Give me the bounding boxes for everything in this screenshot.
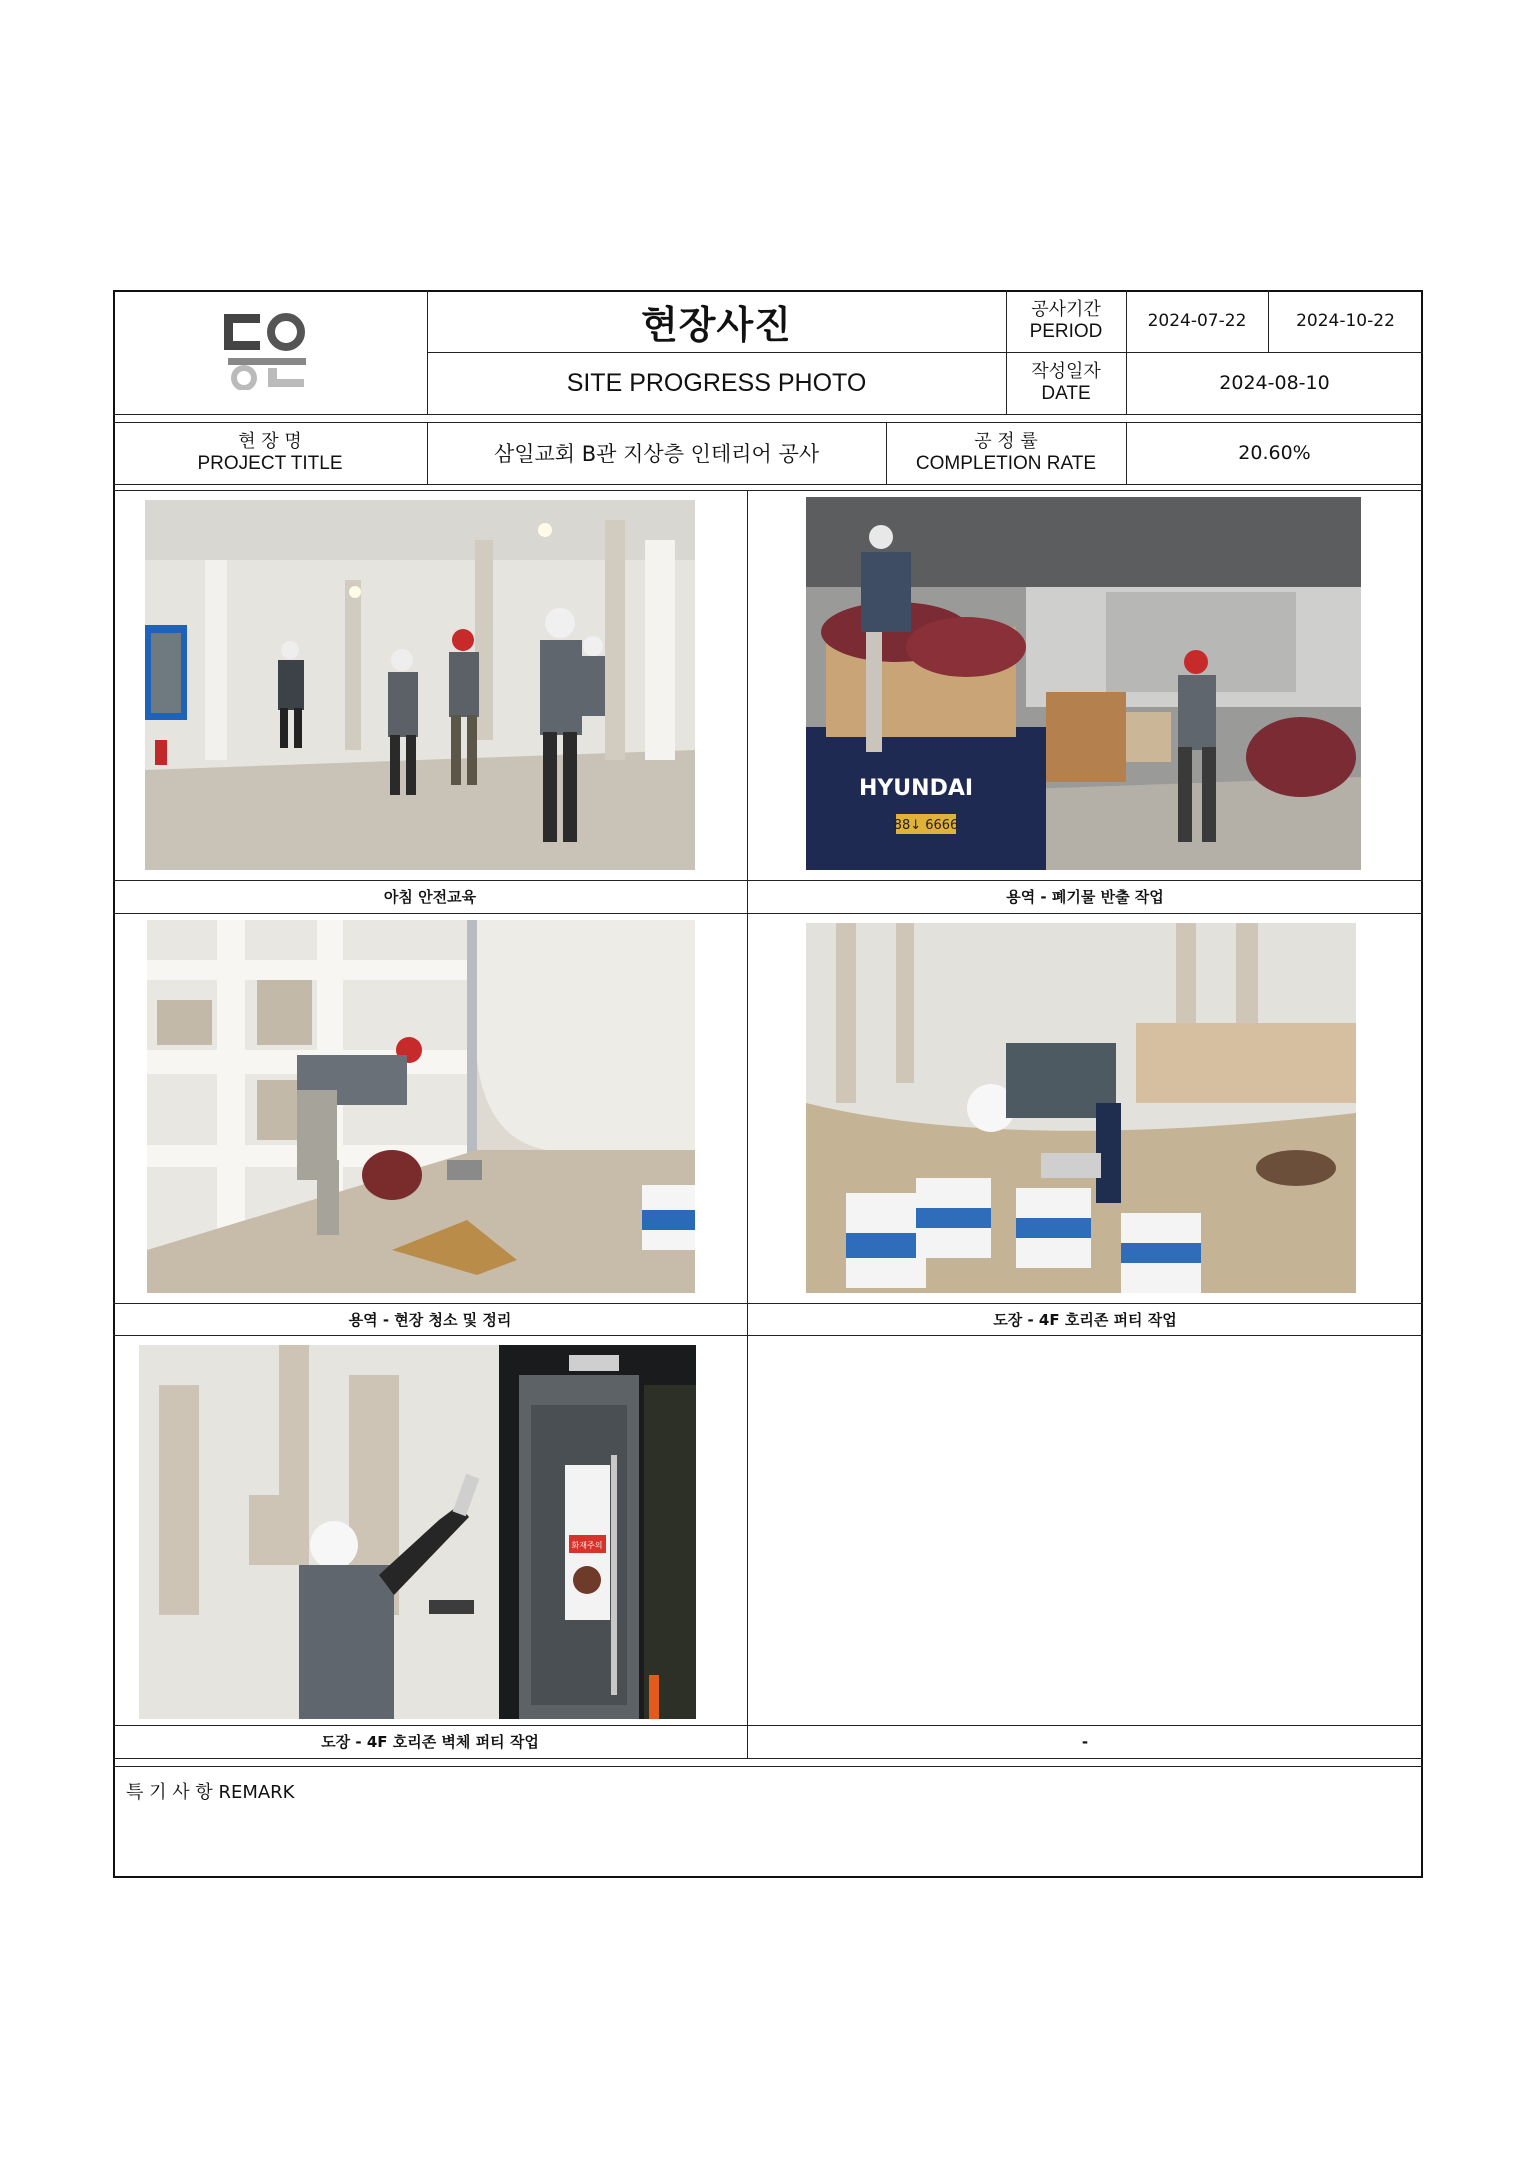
completion-rate-label: 공 정 률 COMPLETION RATE bbox=[915, 431, 1097, 474]
photo-caption: 용역 - 폐기물 반출 작업 bbox=[1006, 888, 1164, 906]
photo-caption: 아침 안전교육 bbox=[383, 888, 477, 906]
date-value: 2024-08-10 bbox=[1219, 372, 1330, 394]
project-title-label: 현 장 명 PROJECT TITLE bbox=[197, 431, 343, 474]
remark-label: 특 기 사 항 REMARK bbox=[126, 1782, 295, 1803]
page-subtitle: SITE PROGRESS PHOTO bbox=[566, 368, 867, 397]
period-label: 공사기간 PERIOD bbox=[1029, 299, 1103, 342]
divider bbox=[747, 490, 748, 1758]
period-start: 2024-07-22 bbox=[1147, 311, 1247, 331]
divider bbox=[113, 1758, 1423, 1759]
photo-caption: 용역 - 현장 청소 및 정리 bbox=[348, 1310, 512, 1329]
divider bbox=[113, 490, 1423, 491]
fire-warning-sign: 화재주의 bbox=[571, 1541, 603, 1550]
site-photo-safety-briefing bbox=[145, 500, 695, 870]
photo-caption: 도장 - 4F 호리존 퍼티 작업 bbox=[993, 1310, 1177, 1329]
site-photo-cleaning bbox=[147, 920, 695, 1293]
project-title-value: 삼일교회 B관 지상층 인테리어 공사 bbox=[493, 442, 820, 466]
completion-rate-value: 20.60% bbox=[1238, 442, 1311, 464]
site-photo-horizon-putty bbox=[806, 923, 1356, 1293]
truck-brand: HYUNDAI bbox=[858, 776, 974, 801]
photo-caption: - bbox=[1081, 1732, 1089, 1751]
page-title: 현장사진 bbox=[641, 302, 792, 347]
divider bbox=[113, 1766, 1423, 1767]
period-end: 2024-10-22 bbox=[1296, 311, 1395, 331]
divider bbox=[113, 484, 1423, 485]
truck-plate: 88↓ 6666 bbox=[893, 818, 959, 833]
divider bbox=[113, 414, 1423, 415]
photo-caption: 도장 - 4F 호리존 벽체 퍼티 작업 bbox=[321, 1733, 539, 1751]
date-label: 작성일자 DATE bbox=[1031, 361, 1101, 404]
site-photo-waste-removal bbox=[806, 497, 1361, 870]
divider bbox=[113, 913, 1423, 914]
divider bbox=[113, 1335, 1423, 1336]
company-logo bbox=[222, 310, 312, 390]
site-photo-wall-putty bbox=[139, 1345, 696, 1719]
